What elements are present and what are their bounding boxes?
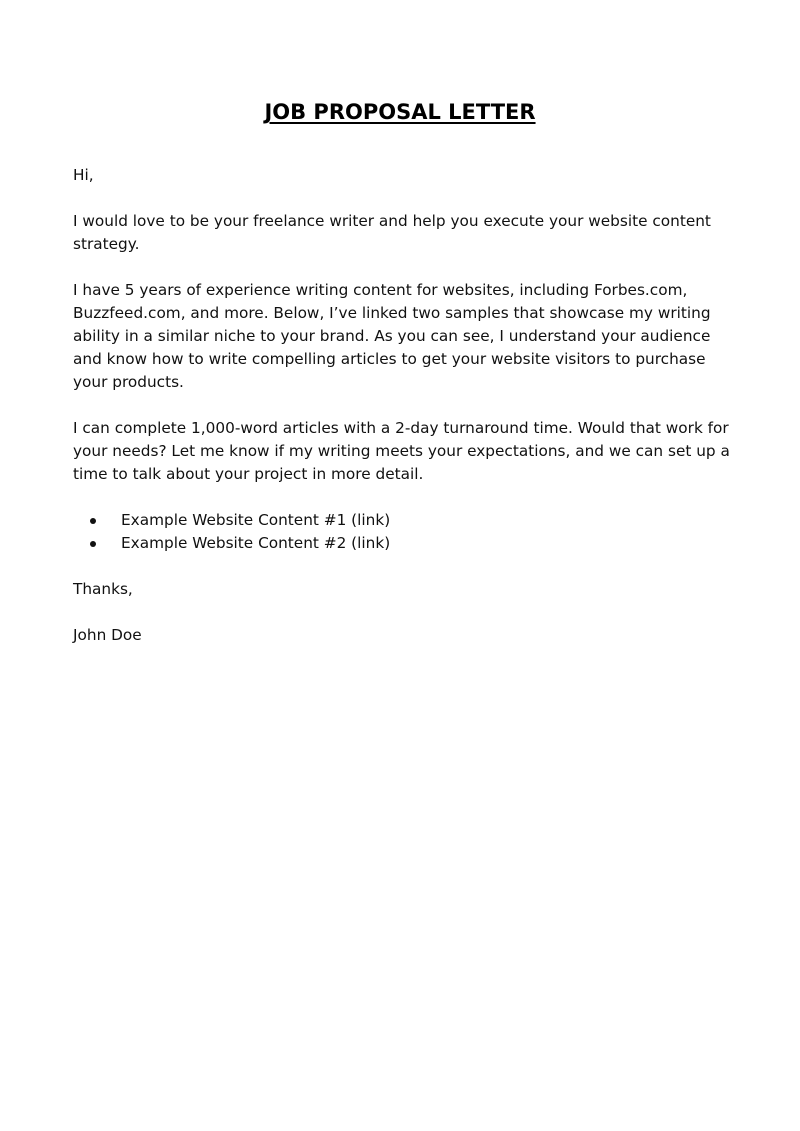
list-item	[73, 509, 733, 532]
page-title: JOB PROPOSAL LETTER	[264, 100, 536, 124]
letter-body	[73, 164, 733, 670]
sample-links-list	[73, 509, 733, 555]
sample-link-1[interactable]: Example Website Content #1 (link)	[121, 511, 391, 529]
sample-link-2[interactable]: Example Website Content #2 (link)	[121, 534, 391, 552]
greeting: Hi,	[73, 166, 94, 184]
intro-paragraph: I would love to be your freelance writer and help you execute your website content strategy.	[73, 212, 711, 253]
list-item	[73, 532, 733, 555]
closing: Thanks,	[73, 580, 133, 598]
bullet-icon	[90, 541, 96, 547]
offer-paragraph: I can complete 1,000-word articles with a 2-day turnaround time. Would that work for your needs? Let me know if my writing meets your expectations, and we can set up a time to talk about your project in more detail.	[73, 419, 730, 483]
experience-paragraph: I have 5 years of experience writing content for websites, including Forbes.com, Buzzfeed.com, and more. Below, I’ve linked two samples that showcase my writing ability in a similar niche to your brand. As you can see, I understand your audience and know how to write compelling articles to get your website visitors to purchase your products.	[73, 281, 711, 391]
bullet-icon	[90, 518, 96, 524]
signature: John Doe	[73, 626, 142, 644]
